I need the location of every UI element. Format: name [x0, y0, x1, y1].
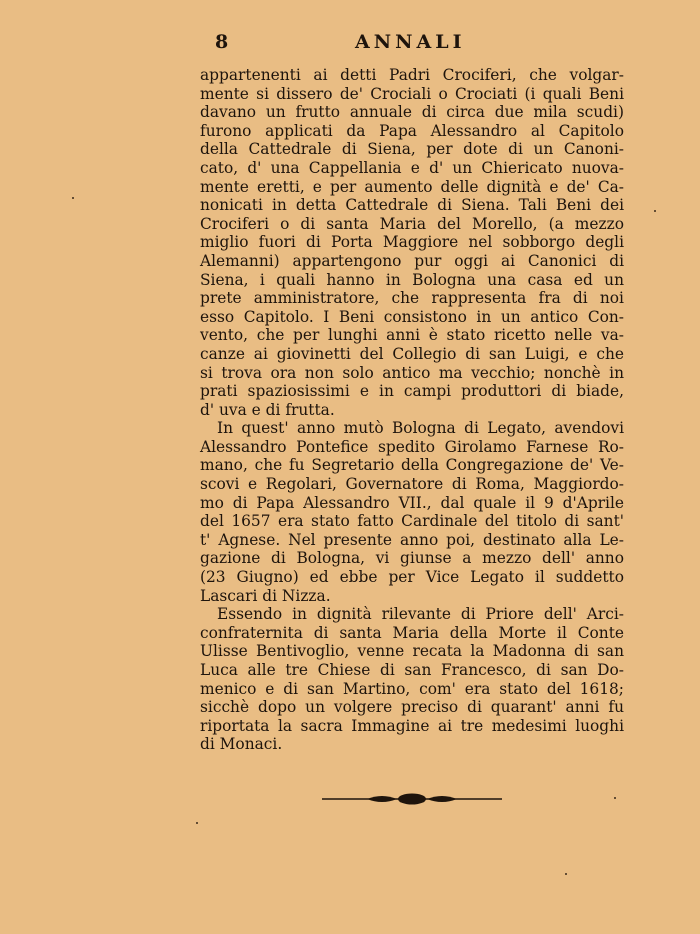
text-line: del 1657 era stato fatto Cardinale del titolo di sant': [200, 512, 624, 531]
text-line: prati spaziosissimi e in campi produttori di biade,: [200, 382, 624, 401]
text-line: mo di Papa Alessandro VII., dal quale il 9 d'Aprile: [200, 493, 624, 512]
paper-speck: [654, 210, 656, 212]
text-line: prete amministratore, che rappresenta fra di noi: [200, 289, 624, 308]
paragraph: [200, 66, 624, 419]
text-line: Crociferi o di santa Maria del Morello, (a mezzo: [200, 214, 624, 233]
text-line: gazione di Bologna, vi giunse a mezzo dell' anno: [200, 549, 624, 568]
text-line: di Monaci.: [200, 735, 283, 754]
text-line: (23 Giugno) ed ebbe per Vice Legato il suddetto: [200, 568, 624, 587]
text-line: Lascari di Nizza.: [200, 586, 331, 605]
text-line: Alemanni) appartengono pur oggi ai Canonici di: [200, 251, 624, 270]
text-line: si trova ora non solo antico ma vecchio; nonchè in: [200, 363, 624, 382]
running-head-title: ANNALI: [355, 31, 466, 53]
text-line: cato, d' una Cappellania e d' un Chiericato nuova-: [200, 158, 624, 177]
text-line: nonicati in detta Cattedrale di Siena. Tali Beni dei: [200, 196, 624, 215]
page-number: 8: [215, 31, 229, 53]
text-line: mente si dissero de' Crociali o Crociati (i quali Beni: [200, 84, 624, 103]
text-line: mente eretti, e per aumento delle dignità e de' Ca-: [200, 177, 624, 196]
text-line: mano, che fu Segretario della Congregazione de' Ve-: [200, 456, 624, 475]
paper-speck: [72, 197, 74, 199]
text-line: vento, che per lunghi anni è stato ricetto nelle va-: [200, 326, 624, 345]
paragraph: [200, 419, 624, 605]
text-line: d' uva e di frutta.: [200, 400, 335, 419]
text-line: Siena, i quali hanno in Bologna una casa ed un: [200, 270, 624, 289]
paragraph: [200, 605, 624, 754]
text-line: Luca alle tre Chiese di san Francesco, di san Do-: [200, 661, 624, 679]
text-line: t' Agnese. Nel presente anno poi, destinato alla Le-: [200, 530, 624, 549]
paper-speck: [614, 797, 616, 799]
text-line: miglio fuori di Porta Maggiore nel sobborgo degli: [200, 233, 624, 252]
end-ornament: [322, 790, 502, 808]
text-line: In quest' anno mutò Bologna di Legato, avendovi: [217, 419, 624, 438]
text-line: Alessandro Pontefice spedito Girolamo Farnese Ro-: [200, 437, 624, 456]
text-line: della Cattedrale di Siena, per dote di un Canoni-: [200, 140, 624, 159]
text-block: [200, 66, 624, 754]
text-line: canze ai giovinetti del Collegio di san Luigi, e che: [200, 344, 624, 363]
text-line: Ulisse Bentivoglio, venne recata la Madonna di san: [200, 642, 624, 661]
text-line: menico e di san Martino, com' era stato del 1618;: [200, 679, 624, 698]
text-line: scovi e Regolari, Governatore di Roma, Maggiordo-: [200, 475, 624, 494]
text-line: esso Capitolo. I Beni consistono in un antico Con-: [200, 307, 624, 326]
text-line: Essendo in dignità rilevante di Priore dell' Arci-: [217, 605, 624, 624]
text-line: confraternita di santa Maria della Morte il Conte: [200, 623, 624, 642]
text-line: davano un frutto annuale di circa due mila scudi): [200, 103, 624, 122]
text-line: furono applicati da Papa Alessandro al Capitolo: [200, 121, 624, 140]
text-line: appartenenti ai detti Padri Crociferi, che volgar-: [200, 66, 624, 84]
text-line: sicchè dopo un volgere preciso di quarant' anni fu: [200, 698, 624, 717]
text-line: riportata la sacra Immagine ai tre medesimi luoghi: [200, 716, 624, 735]
paper-speck: [565, 873, 567, 875]
paper-speck: [196, 822, 198, 824]
